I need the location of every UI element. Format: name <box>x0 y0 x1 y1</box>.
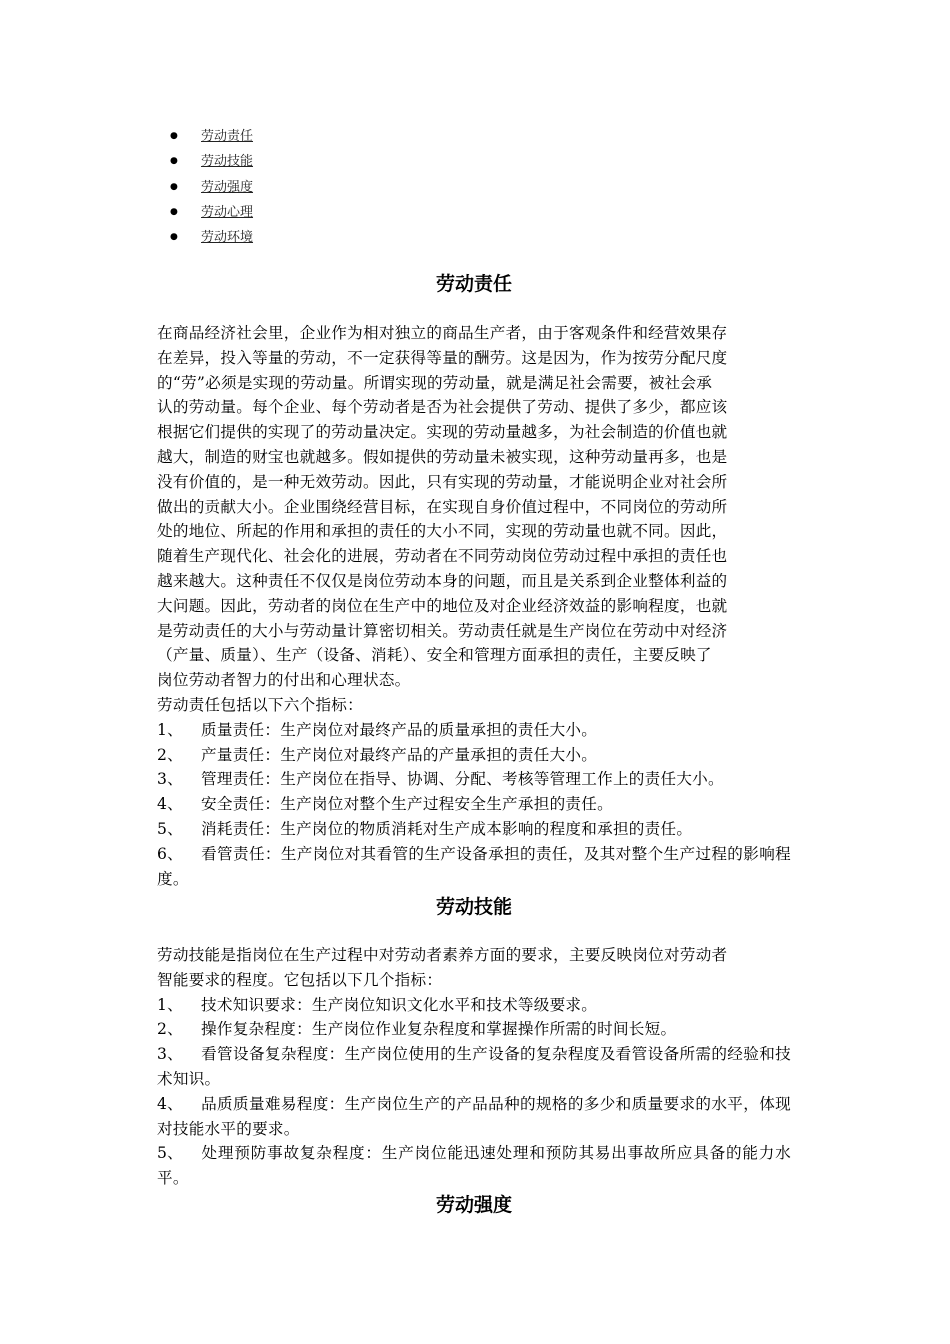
list-number: 6、 <box>157 844 184 863</box>
list-text: 管理责任：生产岗位在指导、协调、分配、考核等管理工作上的责任大小。 <box>201 770 724 789</box>
text-line: 岗位劳动者智力的付出和心理状态。 <box>157 671 411 690</box>
text-line: 根据它们提供的实现了的劳动量决定。实现的劳动量越多，为社会制造的价值也就 <box>157 423 728 442</box>
text-line: 的“劳”必须是实现的劳动量。所谓实现的劳动量，就是满足社会需要，被社会承 <box>157 373 713 392</box>
text-line: 智能要求的程度。它包括以下几个指标： <box>157 970 443 989</box>
list-text: 技术知识要求：生产岗位知识文化水平和技术等级要求。 <box>201 995 598 1014</box>
list-number: 4、 <box>157 795 184 814</box>
toc-link-psychology[interactable]: 劳动心理 <box>201 204 254 220</box>
toc-link-skill[interactable]: 劳动技能 <box>201 154 254 170</box>
list-item <box>157 718 791 743</box>
text-line: 越大，制造的财宝也就越多。假如提供的劳动量未被实现，这种劳动量再多，也是 <box>157 447 728 466</box>
list-number: 1、 <box>157 720 184 739</box>
section-body-skill <box>157 943 791 1191</box>
list-item <box>157 817 791 842</box>
list-item <box>157 1141 791 1191</box>
section-title-intensity: 劳动强度 <box>435 1194 512 1216</box>
list-text: 看管设备复杂程度：生产岗位使用的生产设备的复杂程度及看管设备所需的经验和技术知识。 <box>157 1045 791 1088</box>
toc-item[interactable] <box>170 175 253 200</box>
text-line: （产量、质量）、生产（设备、消耗）、安全和管理方面承担的责任，主要反映了 <box>157 646 712 665</box>
list-item <box>157 1042 791 1092</box>
list-item <box>157 1017 791 1042</box>
list-number: 4、 <box>157 1094 184 1113</box>
toc-link-environment[interactable]: 劳动环境 <box>201 230 254 246</box>
text-line: 做出的贡献大小。企业围绕经营目标，在实现自身价值过程中，不同岗位的劳动所 <box>157 497 728 516</box>
section-title-responsibility: 劳动责任 <box>435 273 512 295</box>
text-line: 处的地位、所起的作用和承担的责任的大小不同，实现的劳动量也就不同。因此， <box>157 522 728 541</box>
toc-item[interactable] <box>170 149 253 174</box>
list-number: 5、 <box>157 819 184 838</box>
list-number: 2、 <box>157 745 184 764</box>
list-text: 质量责任：生产岗位对最终产品的质量承担的责任大小。 <box>201 720 598 739</box>
text-line: 大问题。因此，劳动者的岗位在生产中的地位及对企业经济效益的影响程度，也就 <box>157 596 728 615</box>
text-line: 在商品经济社会里，企业作为相对独立的商品生产者，由于客观条件和经营效果存 <box>157 324 728 342</box>
section-title-skill: 劳动技能 <box>435 896 512 918</box>
text-line: 认的劳动量。每个企业、每个劳动者是否为社会提供了劳动、提供了多少，都应该 <box>157 398 728 417</box>
list-text: 看管责任：生产岗位对其看管的生产设备承担的责任，及其对整个生产过程的影响程度。 <box>157 844 791 888</box>
list-item <box>157 792 791 817</box>
list-number: 3、 <box>157 1045 184 1064</box>
text-line: 劳动技能是指岗位在生产过程中对劳动者素养方面的要求，主要反映岗位对劳动者 <box>157 946 728 964</box>
list-number: 1、 <box>157 995 184 1014</box>
toc-item[interactable] <box>170 200 253 225</box>
list-item <box>157 842 791 892</box>
list-item <box>157 993 791 1018</box>
text-line: 没有价值的，是一种无效劳动。因此，只有实现的劳动量，才能说明企业对社会所 <box>157 472 728 491</box>
list-item <box>157 767 791 792</box>
list-item <box>157 743 791 768</box>
toc-list <box>170 124 253 250</box>
text-line: 劳动责任包括以下六个指标： <box>157 695 363 714</box>
list-text: 产量责任：生产岗位对最终产品的产量承担的责任大小。 <box>201 745 598 764</box>
text-line: 越来越大。这种责任不仅仅是岗位劳动本身的问题，而且是关系到企业整体利益的 <box>157 571 728 590</box>
toc-item[interactable] <box>170 225 253 250</box>
text-line: 是劳动责任的大小与劳动量计算密切相关。劳动责任就是生产岗位在劳动中对经济 <box>157 621 728 640</box>
toc-link-intensity[interactable]: 劳动强度 <box>201 179 254 195</box>
text-line: 在差异，投入等量的劳动，不一定获得等量的酬劳。这是因为，作为按劳分配尺度 <box>157 348 728 367</box>
list-number: 3、 <box>157 770 184 789</box>
list-text: 消耗责任：生产岗位的物质消耗对生产成本影响的程度和承担的责任。 <box>201 819 693 838</box>
list-text: 安全责任：生产岗位对整个生产过程安全生产承担的责任。 <box>201 795 613 814</box>
list-text: 处理预防事故复杂程度：生产岗位能迅速处理和预防其易出事故所应具备的能力水平。 <box>157 1144 791 1188</box>
text-line: 随着生产现代化、社会化的进展，劳动者在不同劳动岗位劳动过程中承担的责任也 <box>157 547 728 566</box>
toc-link-responsibility[interactable]: 劳动责任 <box>201 129 254 144</box>
list-number: 2、 <box>157 1020 184 1039</box>
list-item <box>157 1092 791 1142</box>
list-number: 5、 <box>157 1144 184 1163</box>
list-text: 品质质量难易程度：生产岗位生产的产品品种的规格的多少和质量要求的水平，体现对技能水平的要求。 <box>157 1094 791 1138</box>
list-text: 操作复杂程度：生产岗位作业复杂程度和掌握操作所需的时间长短。 <box>201 1020 677 1039</box>
section-body-responsibility <box>157 321 791 891</box>
toc-item[interactable] <box>170 124 253 149</box>
